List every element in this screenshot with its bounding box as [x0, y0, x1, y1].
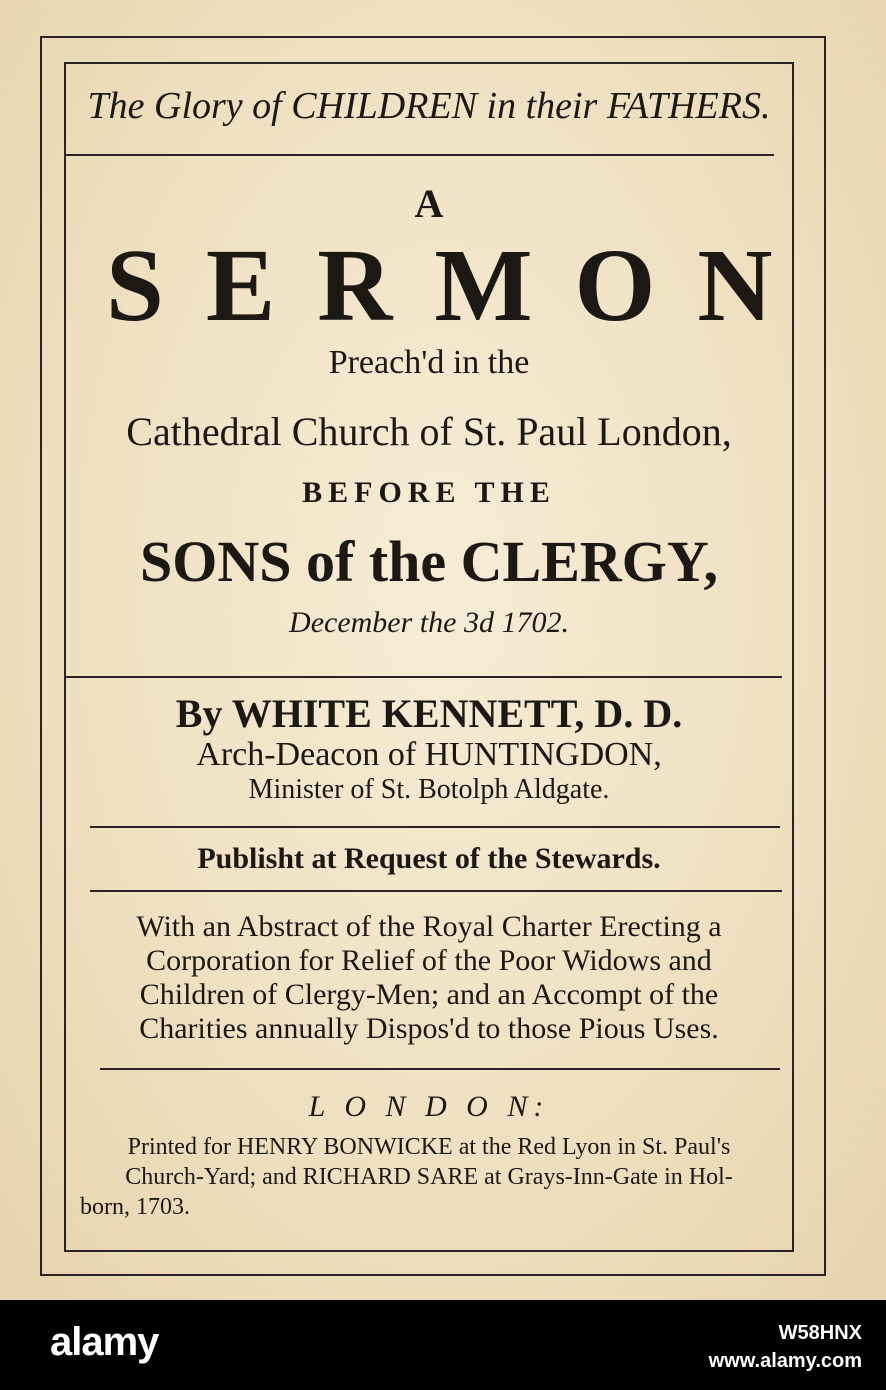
running-title: The Glory of CHILDREN in their FATHERS. — [87, 85, 771, 127]
author-title: Arch-Deacon of HUNTINGDON, — [196, 736, 662, 773]
rule-3 — [90, 826, 780, 828]
rule-5 — [100, 1068, 780, 1070]
article-a: A — [414, 181, 444, 226]
published-note: Publisht at Request of the Stewards. — [197, 842, 661, 875]
line-before: BEFORE THE — [302, 476, 556, 509]
line-sons: SONS of the CLERGY, — [140, 529, 718, 594]
rule-1 — [66, 154, 774, 156]
line-cathedral: Cathedral Church of St. Paul London, — [126, 409, 732, 454]
rule-4 — [90, 890, 782, 892]
line-preached: Preach'd in the — [328, 344, 530, 381]
line-date: December the 3d 1702. — [289, 606, 569, 639]
abstract-line: Charities annually Dispos'd to those Pious Uses. — [139, 1012, 719, 1045]
imprint-line: Church-Yard; and RICHARD SARE at Grays-Inn-Gate in Hol- — [125, 1164, 733, 1190]
author-minister: Minister of St. Botolph Aldgate. — [248, 774, 610, 805]
imprint-line: Printed for HENRY BONWICKE at the Red Lyon in St. Paul's — [127, 1134, 731, 1160]
site-url: www.alamy.com — [708, 1350, 862, 1372]
imprint-city: L O N D O N: — [308, 1090, 550, 1123]
author-line: By WHITE KENNETT, D. D. — [175, 691, 683, 736]
main-title: SERMON — [106, 228, 815, 343]
stock-id: W58HNX — [778, 1322, 862, 1344]
imprint-line: born, 1703. — [80, 1194, 190, 1220]
abstract-line: Children of Clergy-Men; and an Accompt of the — [139, 978, 719, 1011]
rule-2 — [66, 676, 782, 678]
abstract-line: Corporation for Relief of the Poor Widows and — [146, 944, 712, 977]
abstract-line: With an Abstract of the Royal Charter Erecting a — [136, 910, 722, 943]
alamy-logo: alamy — [50, 1320, 159, 1364]
